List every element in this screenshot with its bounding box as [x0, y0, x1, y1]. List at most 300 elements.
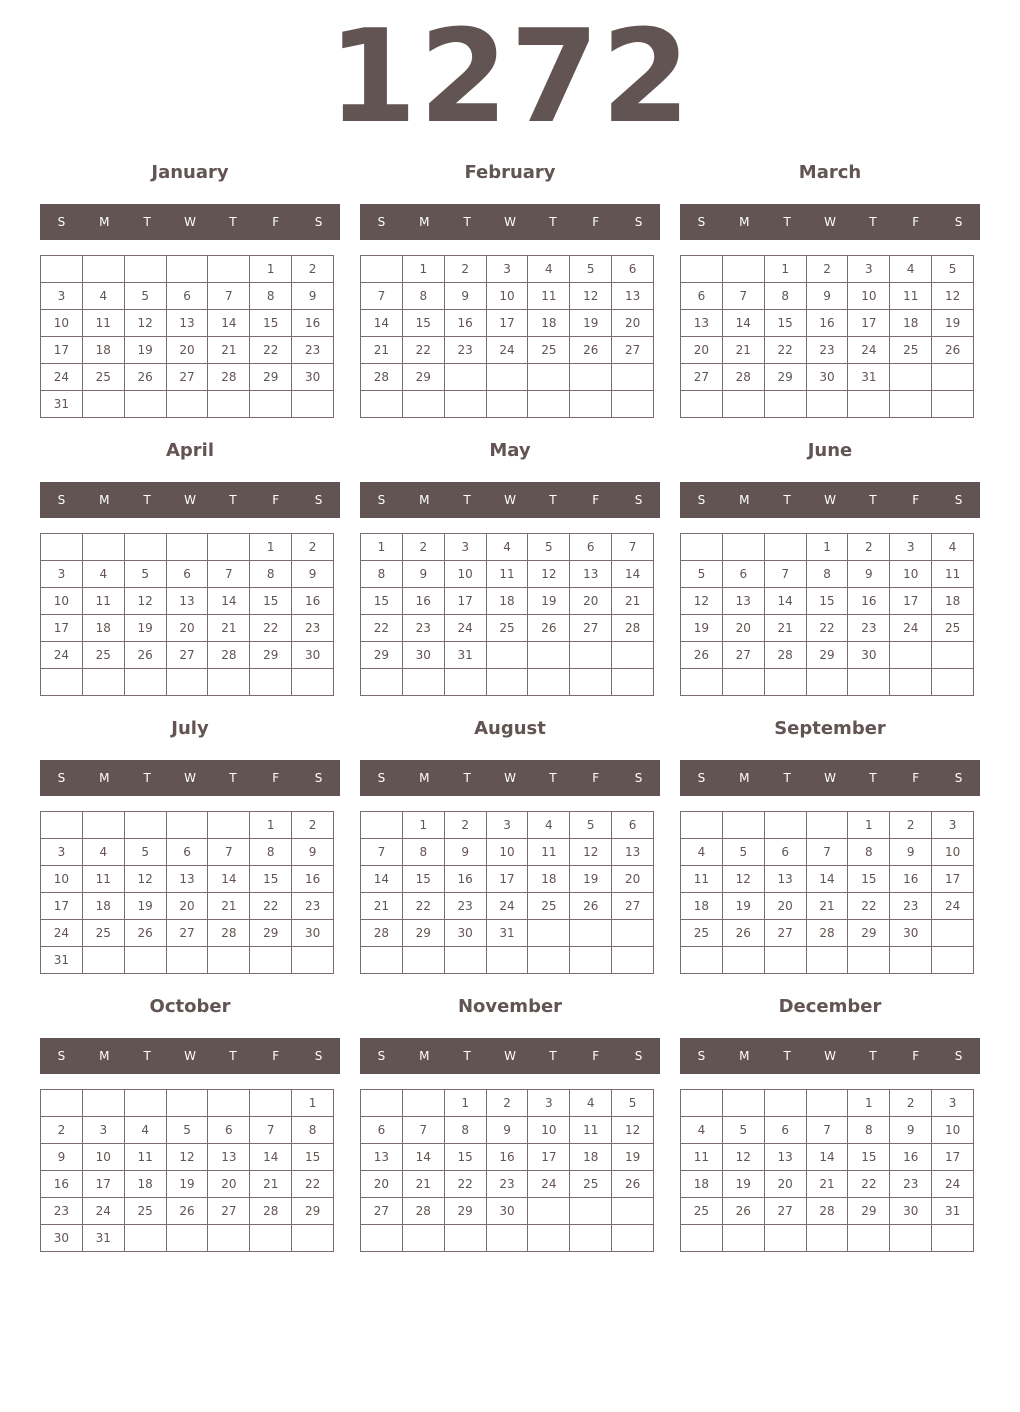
day-cell: 8 — [402, 283, 444, 310]
day-cell: 8 — [250, 561, 292, 588]
day-cell: 29 — [250, 364, 292, 391]
day-cell: 18 — [681, 893, 723, 920]
empty-day-cell — [570, 364, 612, 391]
day-cell: 22 — [848, 893, 890, 920]
week-row — [681, 337, 974, 364]
weekday-header — [360, 482, 660, 518]
week-row — [361, 534, 654, 561]
empty-day-cell — [41, 669, 83, 696]
day-cell: 12 — [722, 1144, 764, 1171]
day-cell: 22 — [361, 615, 403, 642]
day-cell: 21 — [764, 615, 806, 642]
weekday-label: S — [377, 215, 386, 229]
day-cell: 17 — [41, 337, 83, 364]
day-cell: 10 — [41, 866, 83, 893]
month-march — [680, 158, 980, 384]
week-row — [361, 1198, 654, 1225]
day-cell: 8 — [292, 1117, 334, 1144]
empty-day-cell — [82, 947, 124, 974]
day-cell: 4 — [82, 283, 124, 310]
day-cell: 17 — [486, 866, 528, 893]
day-cell: 22 — [444, 1171, 486, 1198]
day-cell: 22 — [402, 337, 444, 364]
day-cell: 17 — [41, 893, 83, 920]
week-row — [361, 920, 654, 947]
empty-day-cell — [208, 669, 250, 696]
weekday-label: W — [504, 493, 516, 507]
empty-day-cell — [402, 669, 444, 696]
day-cell: 28 — [764, 642, 806, 669]
weekday-header — [40, 482, 340, 518]
empty-day-cell — [166, 391, 208, 418]
day-cell: 16 — [444, 866, 486, 893]
empty-day-cell — [806, 1090, 848, 1117]
empty-day-cell — [570, 642, 612, 669]
day-cell: 27 — [361, 1198, 403, 1225]
day-cell: 24 — [41, 364, 83, 391]
empty-day-cell — [612, 669, 654, 696]
day-cell: 27 — [570, 615, 612, 642]
month-name: April — [165, 440, 215, 461]
day-cell: 5 — [612, 1090, 654, 1117]
weekday-label: F — [272, 493, 280, 507]
day-cell: 20 — [612, 310, 654, 337]
empty-day-cell — [932, 391, 974, 418]
day-cell: 8 — [764, 283, 806, 310]
empty-day-cell — [764, 947, 806, 974]
week-row — [41, 1198, 334, 1225]
week-row — [41, 1171, 334, 1198]
week-row — [361, 642, 654, 669]
day-cell: 12 — [528, 561, 570, 588]
day-cell: 16 — [41, 1171, 83, 1198]
weekday-label: W — [504, 215, 516, 229]
day-cell: 12 — [166, 1144, 208, 1171]
empty-day-cell — [292, 947, 334, 974]
empty-day-cell — [124, 812, 166, 839]
week-row — [681, 561, 974, 588]
day-cell: 24 — [41, 642, 83, 669]
day-cell: 10 — [890, 561, 932, 588]
day-cell: 11 — [528, 839, 570, 866]
day-cell: 14 — [402, 1144, 444, 1171]
weekday-label: T — [869, 215, 877, 229]
day-cell: 16 — [292, 310, 334, 337]
weekday-label: S — [954, 215, 963, 229]
day-cell: 11 — [82, 310, 124, 337]
day-cell: 23 — [292, 615, 334, 642]
day-grid — [680, 255, 974, 418]
day-cell: 13 — [166, 866, 208, 893]
day-cell: 21 — [806, 1171, 848, 1198]
day-cell: 14 — [208, 310, 250, 337]
month-september — [680, 714, 980, 940]
day-cell: 14 — [361, 866, 403, 893]
empty-day-cell — [681, 947, 723, 974]
weekday-header — [360, 760, 660, 796]
empty-day-cell — [722, 391, 764, 418]
empty-day-cell — [361, 1225, 403, 1252]
day-cell: 6 — [612, 812, 654, 839]
day-cell: 20 — [612, 866, 654, 893]
day-cell: 17 — [528, 1144, 570, 1171]
day-cell: 8 — [848, 1117, 890, 1144]
empty-day-cell — [764, 1225, 806, 1252]
empty-day-cell — [124, 1090, 166, 1117]
day-cell: 5 — [570, 256, 612, 283]
empty-day-cell — [612, 920, 654, 947]
empty-day-cell — [528, 642, 570, 669]
empty-day-cell — [932, 364, 974, 391]
day-cell: 20 — [166, 893, 208, 920]
day-cell: 4 — [82, 561, 124, 588]
day-cell: 20 — [764, 1171, 806, 1198]
day-cell: 20 — [570, 588, 612, 615]
day-cell: 12 — [124, 588, 166, 615]
day-cell: 23 — [890, 1171, 932, 1198]
day-cell: 7 — [208, 839, 250, 866]
weekday-header — [680, 204, 980, 240]
empty-day-cell — [486, 642, 528, 669]
month-name: September — [774, 718, 886, 739]
day-cell: 7 — [806, 839, 848, 866]
day-cell: 11 — [124, 1144, 166, 1171]
day-cell: 16 — [848, 588, 890, 615]
day-cell: 15 — [402, 866, 444, 893]
day-cell: 4 — [528, 812, 570, 839]
day-cell: 31 — [486, 920, 528, 947]
empty-day-cell — [932, 947, 974, 974]
day-cell: 18 — [570, 1144, 612, 1171]
weekday-label: T — [549, 771, 557, 785]
day-cell: 3 — [82, 1117, 124, 1144]
week-row — [41, 839, 334, 866]
empty-day-cell — [764, 534, 806, 561]
week-row — [681, 1198, 974, 1225]
day-cell: 3 — [848, 256, 890, 283]
day-cell: 1 — [806, 534, 848, 561]
empty-day-cell — [612, 364, 654, 391]
day-cell: 13 — [166, 310, 208, 337]
day-cell: 4 — [890, 256, 932, 283]
day-cell: 23 — [444, 337, 486, 364]
day-cell: 4 — [486, 534, 528, 561]
day-cell: 21 — [208, 337, 250, 364]
day-cell: 26 — [722, 920, 764, 947]
day-cell: 29 — [848, 1198, 890, 1225]
day-cell: 2 — [402, 534, 444, 561]
day-cell: 17 — [932, 866, 974, 893]
day-cell: 15 — [292, 1144, 334, 1171]
empty-day-cell — [681, 256, 723, 283]
day-cell: 19 — [722, 1171, 764, 1198]
day-cell: 9 — [890, 839, 932, 866]
empty-day-cell — [570, 920, 612, 947]
week-row — [41, 561, 334, 588]
day-cell: 1 — [764, 256, 806, 283]
empty-day-cell — [41, 256, 83, 283]
week-row — [681, 1090, 974, 1117]
week-row — [681, 310, 974, 337]
empty-day-cell — [82, 1090, 124, 1117]
day-cell: 24 — [528, 1171, 570, 1198]
day-cell: 21 — [806, 893, 848, 920]
week-row — [361, 839, 654, 866]
day-cell: 2 — [890, 812, 932, 839]
empty-day-cell — [250, 947, 292, 974]
weekday-label: W — [184, 493, 196, 507]
weekday-label: W — [184, 771, 196, 785]
month-name: May — [489, 440, 531, 461]
day-cell: 8 — [402, 839, 444, 866]
day-cell: 18 — [681, 1171, 723, 1198]
weekday-label: S — [634, 771, 643, 785]
day-cell: 15 — [848, 866, 890, 893]
week-row — [361, 364, 654, 391]
empty-day-cell — [890, 642, 932, 669]
day-cell: 19 — [124, 893, 166, 920]
day-cell: 4 — [528, 256, 570, 283]
empty-day-cell — [166, 812, 208, 839]
week-row — [41, 642, 334, 669]
day-cell: 27 — [764, 920, 806, 947]
day-cell: 11 — [681, 866, 723, 893]
week-row — [361, 283, 654, 310]
day-cell: 21 — [208, 615, 250, 642]
day-cell: 16 — [890, 1144, 932, 1171]
empty-day-cell — [444, 669, 486, 696]
day-cell: 20 — [764, 893, 806, 920]
day-cell: 5 — [932, 256, 974, 283]
day-cell: 30 — [444, 920, 486, 947]
weekday-label: T — [783, 1049, 791, 1063]
day-cell: 13 — [722, 588, 764, 615]
week-row — [681, 283, 974, 310]
day-cell: 6 — [612, 256, 654, 283]
empty-day-cell — [166, 669, 208, 696]
day-cell: 26 — [570, 337, 612, 364]
day-cell: 27 — [612, 337, 654, 364]
day-cell: 22 — [402, 893, 444, 920]
day-cell: 5 — [681, 561, 723, 588]
day-cell: 4 — [681, 1117, 723, 1144]
empty-day-cell — [166, 1090, 208, 1117]
weekday-header — [680, 482, 980, 518]
weekday-label: M — [739, 1049, 750, 1063]
day-cell: 23 — [890, 893, 932, 920]
empty-day-cell — [361, 1090, 403, 1117]
day-cell: 25 — [570, 1171, 612, 1198]
day-cell: 9 — [444, 839, 486, 866]
empty-day-cell — [528, 364, 570, 391]
day-cell: 6 — [570, 534, 612, 561]
weekday-label: F — [592, 771, 600, 785]
day-cell: 20 — [208, 1171, 250, 1198]
day-cell: 8 — [361, 561, 403, 588]
day-grid — [680, 811, 974, 974]
empty-day-cell — [932, 920, 974, 947]
day-cell: 26 — [932, 337, 974, 364]
day-cell: 26 — [166, 1198, 208, 1225]
empty-day-cell — [612, 947, 654, 974]
empty-day-cell — [890, 364, 932, 391]
empty-day-cell — [681, 534, 723, 561]
day-cell: 10 — [848, 283, 890, 310]
day-cell: 31 — [932, 1198, 974, 1225]
empty-day-cell — [848, 1225, 890, 1252]
day-cell: 23 — [444, 893, 486, 920]
day-cell: 25 — [528, 337, 570, 364]
day-cell: 17 — [444, 588, 486, 615]
week-row — [41, 391, 334, 418]
empty-day-cell — [292, 391, 334, 418]
weekday-label: W — [504, 1049, 516, 1063]
empty-day-cell — [82, 256, 124, 283]
week-row — [681, 1171, 974, 1198]
week-row — [41, 920, 334, 947]
day-cell: 13 — [361, 1144, 403, 1171]
day-grid — [360, 533, 654, 696]
weekday-label: S — [377, 771, 386, 785]
week-row — [41, 669, 334, 696]
day-cell: 7 — [250, 1117, 292, 1144]
day-cell: 1 — [848, 812, 890, 839]
day-cell: 18 — [82, 337, 124, 364]
empty-day-cell — [250, 1090, 292, 1117]
empty-day-cell — [292, 669, 334, 696]
week-row — [41, 256, 334, 283]
day-cell: 23 — [486, 1171, 528, 1198]
weekday-label: S — [697, 1049, 706, 1063]
empty-day-cell — [722, 812, 764, 839]
day-cell: 13 — [612, 283, 654, 310]
week-row — [41, 866, 334, 893]
week-row — [41, 615, 334, 642]
day-cell: 18 — [124, 1171, 166, 1198]
empty-day-cell — [764, 669, 806, 696]
day-cell: 26 — [681, 642, 723, 669]
month-name: December — [778, 996, 882, 1017]
week-row — [681, 391, 974, 418]
weekday-label: T — [143, 493, 151, 507]
empty-day-cell — [612, 1225, 654, 1252]
day-cell: 17 — [932, 1144, 974, 1171]
day-cell: 28 — [806, 1198, 848, 1225]
day-cell: 21 — [612, 588, 654, 615]
day-cell: 12 — [124, 310, 166, 337]
empty-day-cell — [208, 534, 250, 561]
day-cell: 21 — [208, 893, 250, 920]
day-cell: 1 — [361, 534, 403, 561]
day-cell: 2 — [292, 256, 334, 283]
month-april — [40, 436, 340, 662]
month-january — [40, 158, 340, 411]
day-cell: 14 — [806, 866, 848, 893]
day-cell: 2 — [848, 534, 890, 561]
week-row — [361, 947, 654, 974]
empty-day-cell — [681, 669, 723, 696]
week-row — [681, 866, 974, 893]
day-cell: 12 — [932, 283, 974, 310]
empty-day-cell — [528, 1225, 570, 1252]
day-cell: 26 — [570, 893, 612, 920]
day-cell: 6 — [764, 839, 806, 866]
year-title: 1272 — [327, 3, 693, 152]
weekday-label: T — [143, 771, 151, 785]
day-cell: 13 — [681, 310, 723, 337]
day-grid — [40, 1089, 334, 1252]
weekday-label: T — [869, 493, 877, 507]
day-cell: 6 — [166, 839, 208, 866]
day-cell: 1 — [444, 1090, 486, 1117]
month-name: August — [474, 718, 546, 739]
day-cell: 4 — [124, 1117, 166, 1144]
day-cell: 7 — [361, 839, 403, 866]
month-february — [360, 158, 660, 384]
day-cell: 29 — [764, 364, 806, 391]
day-cell: 6 — [166, 561, 208, 588]
day-cell: 6 — [722, 561, 764, 588]
day-cell: 24 — [932, 893, 974, 920]
empty-day-cell — [361, 391, 403, 418]
day-cell: 21 — [361, 337, 403, 364]
weekday-label: S — [697, 771, 706, 785]
day-cell: 12 — [681, 588, 723, 615]
day-cell: 24 — [486, 893, 528, 920]
day-cell: 8 — [250, 283, 292, 310]
day-cell: 29 — [402, 364, 444, 391]
weekday-header — [360, 1038, 660, 1074]
empty-day-cell — [806, 947, 848, 974]
empty-day-cell — [82, 391, 124, 418]
day-cell: 8 — [848, 839, 890, 866]
week-row — [361, 256, 654, 283]
empty-day-cell — [208, 1225, 250, 1252]
day-cell: 22 — [250, 615, 292, 642]
day-cell: 2 — [292, 534, 334, 561]
day-cell: 15 — [361, 588, 403, 615]
empty-day-cell — [402, 947, 444, 974]
weekday-label: F — [912, 1049, 920, 1063]
weekday-label: T — [783, 771, 791, 785]
weekday-label: F — [912, 493, 920, 507]
day-cell: 15 — [250, 588, 292, 615]
day-cell: 28 — [208, 920, 250, 947]
day-cell: 9 — [806, 283, 848, 310]
day-cell: 16 — [890, 866, 932, 893]
day-cell: 13 — [612, 839, 654, 866]
day-cell: 10 — [932, 1117, 974, 1144]
weekday-label: T — [229, 771, 237, 785]
day-cell: 17 — [41, 615, 83, 642]
day-cell: 8 — [806, 561, 848, 588]
day-cell: 25 — [528, 893, 570, 920]
day-cell: 21 — [250, 1171, 292, 1198]
weekday-label: S — [954, 1049, 963, 1063]
empty-day-cell — [848, 947, 890, 974]
day-cell: 11 — [486, 561, 528, 588]
day-cell: 21 — [361, 893, 403, 920]
day-cell: 30 — [292, 920, 334, 947]
day-cell: 20 — [166, 615, 208, 642]
weekday-label: W — [824, 215, 836, 229]
day-cell: 25 — [124, 1198, 166, 1225]
empty-day-cell — [402, 1090, 444, 1117]
empty-day-cell — [208, 947, 250, 974]
day-cell: 3 — [486, 812, 528, 839]
day-cell: 31 — [848, 364, 890, 391]
day-cell: 2 — [444, 256, 486, 283]
